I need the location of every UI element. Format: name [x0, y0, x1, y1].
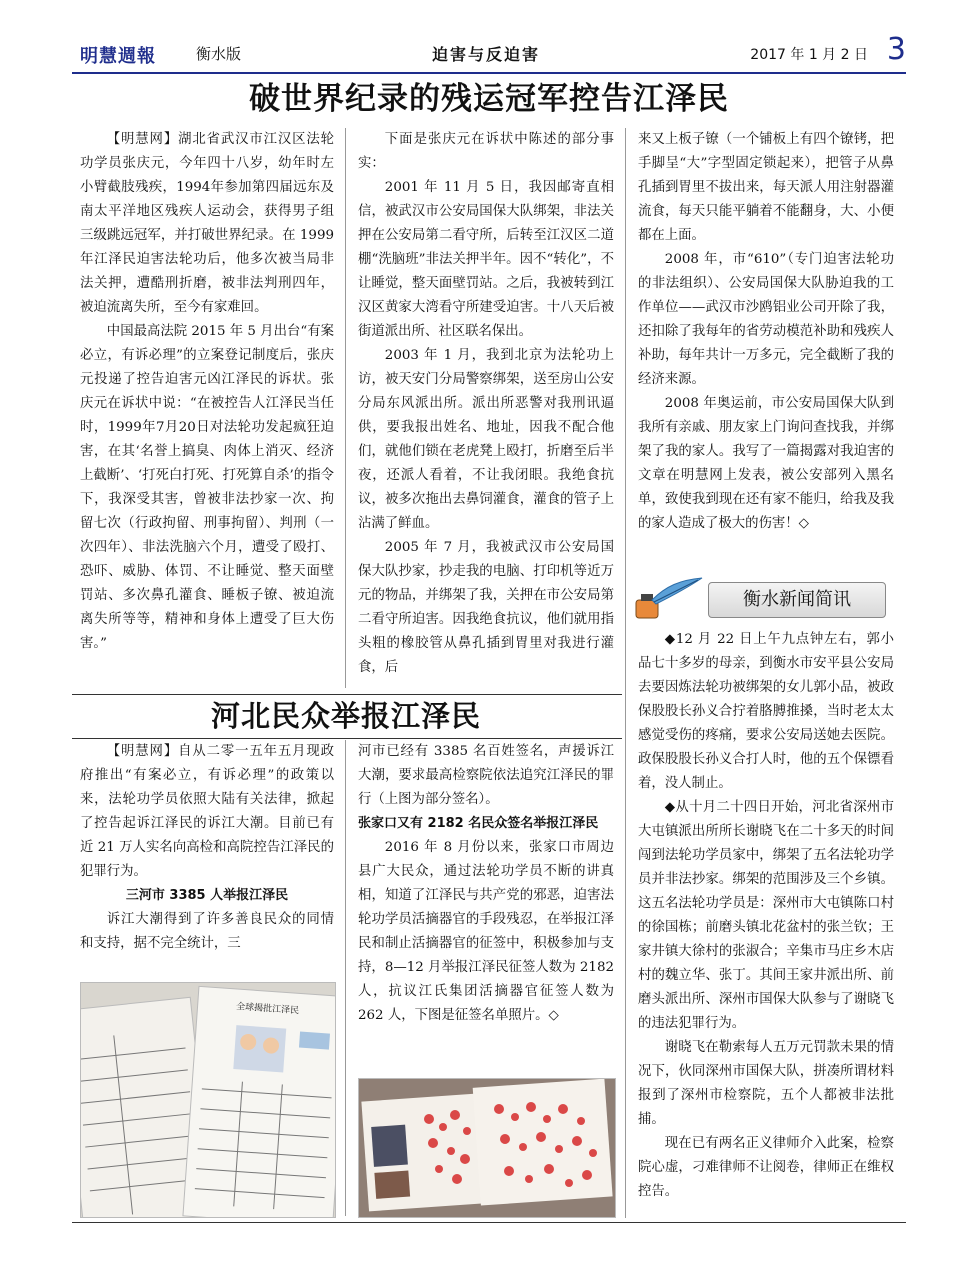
article1-paragraph: 来又上板子镣（一个铺板上有四个镣铐，把手脚呈“大”字型固定锁起来），把管子从鼻孔插到胃里不拔出来，每天派人用注射器灌流食，每天只能平躺着不能翻身，大、小便都在上面。 [638, 132, 894, 243]
news-item: ◆从十月二十四日开始，河北省深州市大屯镇派出所所长谢晓飞在二十多天的时间闯到法轮功学员家中，绑架了五名法轮功学员并非法抄家。绑架的范围涉及三个乡镇。这五名法轮功学员是：深州市大屯镇陈口村的徐国栋；前磨头镇北花盆村的张兰钦；王家井镇大徐村的张淑合；辛集市马庄乡木店村的魏立华、张丁。其间王家井派出所、前磨头派出所、深州市国保大队参与了谢晓飞的违法犯罪行为。 [638, 800, 894, 1031]
article1-paragraph: 2003 年 1 月，我到北京为法轮功上访，被天安门分局警察绑架，送至房山公安分局东风派出所。派出所恶警对我刑讯逼供，要我报出姓名、地址，因我不配合他们，就他们锁在老虎凳上殴打，折磨至后半夜，还派人看着，不让我闭眼。我绝食抗议，被多次拖出去鼻饲灌食，灌食的管子上沾满了鲜血。 [358, 348, 614, 531]
article1-column1 [80, 128, 334, 656]
article2-headline: 河北民众举报江泽民 [210, 699, 481, 733]
column-divider [345, 128, 346, 688]
page-number: 3 [886, 32, 906, 67]
article1-paragraph: 2001 年 11 月 5 日，我因邮寄直相信，被武汉市公安局国保大队绑架，非法关押在公安局第二看守所，后转至江汉区二道棚“洗脑班”非法关押半年。因不“转化”，不让睡觉，整天面壁罚站。之后，我被转到江汉区黄家大湾看守所建受迫害。十八天后被街道派出所、社区联名保出。 [358, 180, 614, 339]
article1-paragraph: 中国最高法院 2015 年 5 月出台“有案必立，有诉必理”的立案登记制度后，张庆元投递了控告迫害元凶江泽民的诉状。张庆元在诉状中说：“在被控告人江泽民当任时，1999年7月20日对法轮功发起疯狂迫害，在其‘名誉上搞臭、肉体上消灭、经济上截断’、‘打死白打死、打死算自杀’的指令下，我深受其害，曾被非法抄家一次、拘留七次（行政拘留、刑事拘留）、判刑（一次四年）、非法洗脑六个月，遭受了殴打、恐吓、威胁、体罚、不让睡觉、整天面壁罚站、多次鼻孔灌食、睡板子镣、被迫流离失所等等，精神和身体上遭受了巨大伤害。” [80, 324, 334, 651]
issue-date: 2017 年 1 月 2 日 [750, 47, 868, 63]
article2-paragraph: 诉江大潮得到了许多善良民众的同情和支持，据不完全统计，三 [80, 912, 334, 951]
masthead: 明慧週報 [80, 46, 156, 67]
article2-column2 [358, 740, 614, 1028]
column-divider [625, 128, 626, 1218]
article1-paragraph: 2005 年 7 月，我被武汉市公安局国保大队抄家，抄走我的电脑、打印机等近万元的物品，并绑架了我，关押在市公安局第二看守所迫害。因我绝食抗议，他们就用指头粗的橡胶管从鼻孔插到胃里对我进行灌食，后 [358, 540, 614, 675]
inkwell-quill-icon [632, 576, 706, 622]
signature-sheets-photo [80, 982, 336, 1218]
news-item: ◆12 月 22 日上午九点钟左右，郭小品七十多岁的母亲，到衡水市安平县公安局去要因炼法轮功被绑架的女儿郭小品，被政保股股长孙义合拧着胳膊推搡，当时老太太感觉受伤的疼痛，要求公安局送她去医院。政保股股长孙义合打人时，他的五个保镖看着，没人制止。 [638, 632, 894, 791]
edition-label: 衡水版 [196, 45, 242, 63]
news-banner [632, 576, 894, 622]
column-divider [345, 740, 346, 1216]
fingerprint-sheets-photo [358, 1078, 616, 1218]
article-divider [72, 694, 622, 695]
section-title: 迫害与反迫害 [432, 45, 541, 64]
news-item: 谢晓飞在勒索每人五万元罚款未果的情况下，伙同深州市国保大队，拼凑所谓材料报到了深州市检察院，五个人都被非法批捕。 [638, 1040, 894, 1127]
page-header [72, 32, 906, 70]
news-item: 现在已有两名正义律师介入此案，检察院心虚，刁难律师不让阅卷，律师正在维权控告。 [638, 1136, 894, 1199]
article2-paragraph: 河市已经有 3385 名百姓签名，声援诉江大潮，要求最高检察院依法追究江泽民的罪行（上图为部分签名）。 [358, 744, 614, 807]
article2-paragraph: 2016 年 8 月份以来，张家口市周边县广大民众，通过法轮功学员不断的讲真相，知道了江泽民与共产党的邪恶，迫害法轮功学员活摘器官的手段残忍，在举报江泽民和制止活摘器官的征签中，积极参加与支持，8—12 月举报江泽民征签人数为 2182 人，抗议江氏集团活摘器官征签人数为 262 人，下图是征签名单照片。◇ [358, 840, 614, 1023]
article2-column1 [80, 740, 334, 956]
article2-paragraph: 【明慧网】自从二零一五年五月现政府推出“有案必立，有诉必理”的政策以来，法轮功学员依照大陆有关法律，掀起了控告起诉江泽民的诉江大潮。目前已有近 21 万人实名向高检和高院控告江泽民的犯罪行为。 [80, 744, 334, 879]
article1-paragraph: 下面是张庆元在诉状中陈述的部分事实： [358, 132, 614, 171]
photo-sheet-heading: 全球揭批江泽民 [235, 1002, 300, 1017]
header-rule [72, 72, 906, 74]
article1-paragraph: 【明慧网】湖北省武汉市江汉区法轮功学员张庆元，今年四十八岁，幼年时左小臂截肢残疾，1994年参加第四届远东及南太平洋地区残疾人运动会，获得男子组三级跳远冠军，并打破世界纪录。在 1999 年江泽民迫害法轮功后，他多次被当局非法关押，遭酷刑折磨，被非法判刑四年，被迫流离失所，至今有家难回。 [80, 132, 334, 315]
article2-subheading: 三河市 3385 人举报江泽民 [125, 888, 289, 903]
article-divider [72, 738, 622, 739]
news-banner-label: 衡水新闻简讯 [708, 582, 886, 618]
article1-paragraph: 2008 年，市“610”（专门迫害法轮功的非法组织）、公安局国保大队胁迫我的工作单位——武汉市沙鸥铝业公司开除了我，还扣除了我每年的省劳动模范补助和残疾人补助，每年共计一万多元，完全截断了我的经济来源。 [638, 252, 894, 387]
article1-headline: 破世界纪录的残运冠军控告江泽民 [249, 81, 729, 117]
footer-rule [72, 1222, 906, 1223]
article1-paragraph: 2008 年奥运前，市公安局国保大队到我所有亲戚、朋友家上门询问查找我，并绑架了我的家人。我写了一篇揭露对我迫害的文章在明慧网上发表，被公安部列入黑名单，致使我到现在还有家不能归，给我及我的家人造成了极大的伤害！◇ [638, 396, 894, 531]
article1-column3 [638, 128, 894, 536]
article2-subheading: 张家口又有 2182 名民众签名举报江泽民 [358, 816, 599, 831]
news-column [638, 628, 894, 1204]
article1-column2 [358, 128, 614, 680]
